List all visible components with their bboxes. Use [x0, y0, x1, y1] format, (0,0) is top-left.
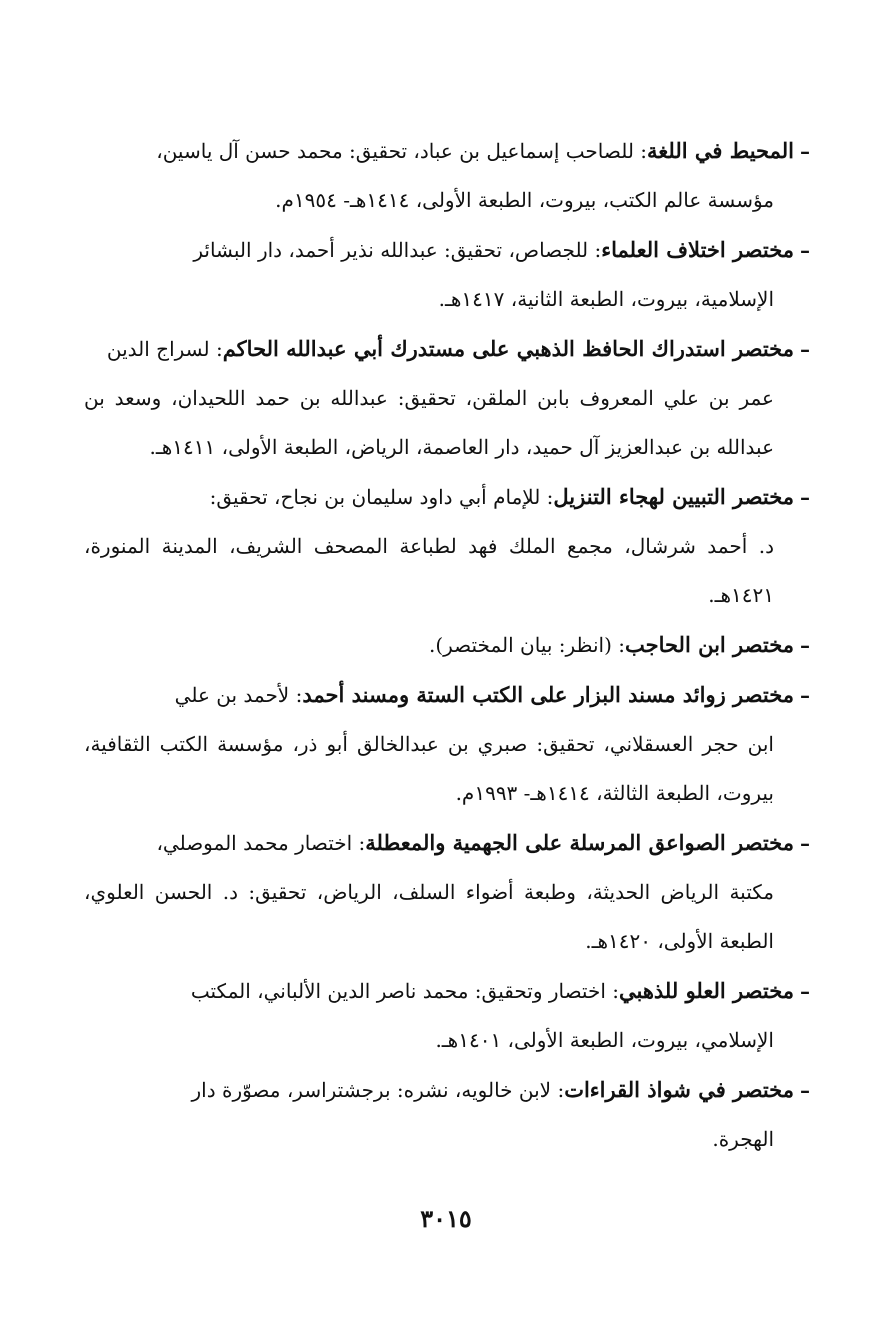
entry-text: : لسراج الدين — [106, 337, 223, 361]
entry-continuation: ابن حجر العسقلاني، تحقيق: صبري بن عبدالخالق أبو ذر، مؤسسة الكتب الثقافية، بيروت، الطبعة الثالثة، ١٤١٤هـ- ١٩٩٣م. — [84, 732, 774, 805]
entry-title: مختصر ابن الحاجب — [624, 632, 794, 657]
entry-continuation: عمر بن علي المعروف بابن الملقن، تحقيق: عبدالله بن حمد اللحيدان، وسعد بن عبدالله بن عبدالعزيز آل حميد، دار العاصمة، الرياض، الطبعة الأولى، ١٤١١هـ. — [84, 386, 774, 459]
entry-continuation: الإسلامية، بيروت، الطبعة الثانية، ١٤١٧هـ. — [438, 287, 774, 311]
bibliography-page — [84, 126, 810, 1164]
entry-continuation: الهجرة. — [712, 1127, 774, 1151]
bibliography-entry: –المحيط في اللغة: للصاحب إسماعيل بن عباد، تحقيق: محمد حسن آل ياسين، مؤسسة عالم الكتب، بيروت، الطبعة الأولى، ١٤١٤هـ- ١٩٥٤م. — [84, 126, 810, 225]
entry-title: مختصر الصواعق المرسلة على الجهمية والمعطلة — [365, 830, 794, 855]
bibliography-entry: –مختصر ابن الحاجب: (انظر: بيان المختصر). — [428, 632, 810, 657]
bibliography-entry: –مختصر التبيين لهجاء التنزيل: للإمام أبي داود سليمان بن نجاح، تحقيق: د. أحمد شرشال، مجمع الملك فهد لطباعة المصحف الشريف، المدينة المنورة، ١٤٢١هـ. — [84, 472, 810, 620]
bibliography-entry: –مختصر في شواذ القراءات: لابن خالويه، نشره: برجشتراسر، مصوّرة دار الهجرة. — [84, 1065, 810, 1164]
entry-continuation: مؤسسة عالم الكتب، بيروت، الطبعة الأولى، ١٤١٤هـ- ١٩٥٤م. — [275, 188, 774, 212]
entry-continuation: د. أحمد شرشال، مجمع الملك فهد لطباعة المصحف الشريف، المدينة المنورة، ١٤٢١هـ. — [84, 534, 774, 607]
entry-title: مختصر العلو للذهبي — [618, 978, 794, 1003]
bibliography-entry: –مختصر اختلاف العلماء: للجصاص، تحقيق: عبدالله نذير أحمد، دار البشائر الإسلامية، بيروت، الطبعة الثانية، ١٤١٧هـ. — [84, 225, 810, 324]
bibliography-entry: –مختصر استدراك الحافظ الذهبي على مستدرك أبي عبدالله الحاكم: لسراج الدين عمر بن علي المعروف بابن الملقن، تحقيق: عبدالله بن حمد اللحيدان، وسعد بن عبدالله بن عبدالعزيز آل حميد، دار العاصمة، الرياض، الطبعة الأولى، ١٤١١هـ. — [84, 324, 810, 472]
bibliography-entry: –مختصر زوائد مسند البزار على الكتب الستة ومسند أحمد: لأحمد بن علي ابن حجر العسقلاني، تحقيق: صبري بن عبدالخالق أبو ذر، مؤسسة الكتب الثقافية، بيروت، الطبعة الثالثة، ١٤١٤هـ- ١٩٩٣م. — [84, 670, 810, 818]
entry-title: مختصر استدراك الحافظ الذهبي على مستدرك أبي عبدالله الحاكم — [222, 336, 794, 361]
entry-text: : للجصاص، تحقيق: عبدالله نذير أحمد، دار البشائر — [193, 238, 602, 262]
bibliography-entry: –مختصر العلو للذهبي: اختصار وتحقيق: محمد ناصر الدين الألباني، المكتب الإسلامي، بيروت، الطبعة الأولى، ١٤٠١هـ. — [84, 966, 810, 1065]
entry-text: : للصاحب إسماعيل بن عباد، تحقيق: محمد حسن آل ياسين، — [156, 139, 648, 163]
entry-title: المحيط في اللغة — [647, 138, 794, 163]
page-number: ٣٠١٥ — [420, 1204, 472, 1233]
entry-text: : اختصار وتحقيق: محمد ناصر الدين الألباني، المكتب — [190, 979, 619, 1003]
entry-title: مختصر التبيين لهجاء التنزيل — [553, 484, 794, 509]
entry-text: : لابن خالويه، نشره: برجشتراسر، مصوّرة دار — [191, 1078, 565, 1102]
entry-text: : لأحمد بن علي — [174, 683, 303, 707]
entry-text: : (انظر: بيان المختصر). — [428, 633, 625, 657]
entry-continuation: الإسلامي، بيروت، الطبعة الأولى، ١٤٠١هـ. — [435, 1028, 774, 1052]
entry-title: مختصر في شواذ القراءات — [564, 1077, 794, 1102]
entry-text: : اختصار محمد الموصلي، — [156, 831, 366, 855]
entry-text: : للإمام أبي داود سليمان بن نجاح، تحقيق: — [209, 485, 554, 509]
entry-title: مختصر اختلاف العلماء — [601, 237, 794, 262]
entry-title: مختصر زوائد مسند البزار على الكتب الستة ومسند أحمد — [302, 682, 794, 707]
bibliography-entry: –مختصر الصواعق المرسلة على الجهمية والمعطلة: اختصار محمد الموصلي، مكتبة الرياض الحديثة، وطبعة أضواء السلف، الرياض، تحقيق: د. الحسن العلوي، الطبعة الأولى، ١٤٢٠هـ. — [84, 818, 810, 966]
entry-continuation: مكتبة الرياض الحديثة، وطبعة أضواء السلف، الرياض، تحقيق: د. الحسن العلوي، الطبعة الأولى، ١٤٢٠هـ. — [84, 880, 774, 953]
